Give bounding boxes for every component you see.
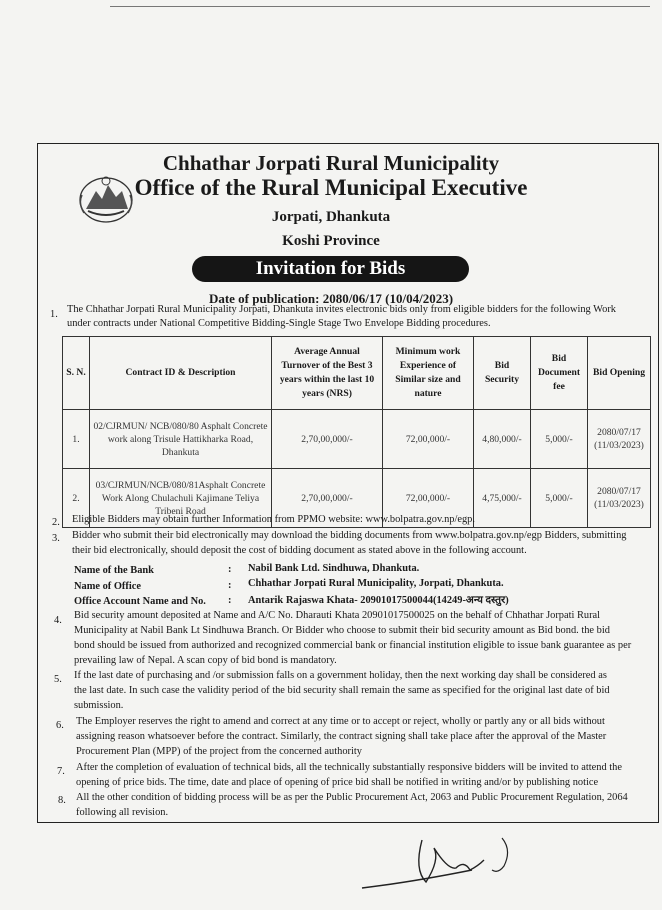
scan-top-line — [110, 6, 650, 7]
table-header-row — [63, 337, 651, 410]
cell-turnover: 2,70,00,000/- — [272, 469, 383, 528]
clause-8-line-1: All the other condition of bidding process will be as per the Public Procurement Act, 2063 and Public Procurement Regulation, 2064 — [76, 792, 628, 803]
cell-docfee: 5,000/- — [531, 469, 588, 528]
clause-5-line-2: the last date. In such case the validity period of the bid security shall remain the same as specified for the original last date of bid — [74, 685, 610, 696]
col-experience: Minimum work Experience of Similar size and nature — [383, 337, 474, 410]
province-name: Koshi Province — [282, 233, 380, 249]
clause-5-line-1: If the last date of purchasing and /or submission falls on a government holiday, then the next working day shall be considered as — [74, 670, 607, 681]
clause-5-line-3: submission. — [74, 700, 124, 711]
clause-7-line-1: After the completion of evaluation of technical bids, all the technically substantially responsive bidders will be invited to attend the — [76, 762, 622, 773]
clause-3-line-2: their bid electronically, should deposit the cost of bidding document as stated above in the following account. — [72, 545, 527, 556]
bank-name-sep: : — [228, 564, 232, 575]
cell-contract: 02/CJRMUN/ NCB/080/80 Asphalt Concrete work along Trisule Hattikharka Road, Dhankuta — [90, 410, 272, 469]
office-name: Office of the Rural Municipal Executive — [134, 175, 528, 200]
office-address: Jorpati, Dhankuta — [271, 209, 391, 225]
cell-security: 4,75,000/- — [474, 469, 531, 528]
table-row — [63, 410, 651, 469]
clause-number: 1. — [50, 309, 58, 320]
cell-sn: 1. — [63, 410, 90, 469]
clause-4-line-3: bond should be issued from authorized and recognized commercial bank or financial institution eligible to issue bank guarantee as per — [74, 640, 632, 651]
clause-2-text: Eligible Bidders may obtain further Information from PPMO website: www.bolpatra.gov.np/egp. — [72, 514, 475, 525]
municipality-name: Chhathar Jorpati Rural Municipality — [162, 151, 500, 175]
intro-line-2: under contracts under National Competitive Bidding-Single Stage Two Envelope Bidding procedures. — [67, 318, 491, 329]
clause-4-line-1: Bid security amount deposited at Name and A/C No. Dharauti Khata 20901017500025 on the behalf of Chhathar Jorpati Rural — [74, 610, 601, 621]
clause-number: 2. — [52, 517, 60, 528]
clause-number: 8. — [58, 795, 66, 806]
invitation-banner: Invitation for Bids — [192, 256, 469, 282]
clause-4-line-2: Municipality at Nabil Bank Lt Sindhuwa Branch. Or Bidder who choose to submit their bid security amount as Bid bond. the bid — [74, 625, 610, 636]
clause-number: 5. — [54, 674, 62, 685]
office-name-label: Name of Office — [74, 581, 141, 592]
clause-6-line-1: The Employer reserves the right to amend and correct at any time or to accept or reject, wholly or partly any or all bids without — [76, 716, 605, 727]
cell-contract: 03/CJRMUN/NCB/080/81Asphalt Concrete Work Along Chulachuli Kajimane Teliya Tribeni Road — [90, 469, 272, 528]
office-name-sep: : — [228, 580, 232, 591]
bank-name-label: Name of the Bank — [74, 565, 154, 576]
cell-turnover: 2,70,00,000/- — [272, 410, 383, 469]
clause-number: 4. — [54, 615, 62, 626]
cell-security: 4,80,000/- — [474, 410, 531, 469]
publication-date: Date of publication: 2080/06/17 (10/04/2023) — [208, 291, 454, 306]
clause-7-line-2: opening of price bids. The time, date and place of opening of price bid shall be notified in writing and/or by publishing notice — [76, 777, 599, 788]
col-opening: Bid Opening — [588, 337, 651, 410]
bid-table — [62, 336, 651, 528]
clause-number: 3. — [52, 533, 60, 544]
cell-opening: 2080/07/17 (11/03/2023) — [588, 469, 651, 528]
clause-3-line-1: Bidder who submit their bid electronically may download the bidding documents from www.bolpatra.gov.np/egp Bidders, submitting — [72, 530, 627, 541]
col-contract: Contract ID & Description — [90, 337, 272, 410]
cell-opening: 2080/07/17 (11/03/2023) — [588, 410, 651, 469]
cell-sn: 2. — [63, 469, 90, 528]
clause-number: 6. — [56, 720, 64, 731]
account-sep: : — [228, 595, 232, 606]
clause-number: 7. — [57, 766, 65, 777]
clause-6-line-3: Procurement Plan (MPP) of the project from the concerned authority — [76, 746, 362, 757]
clause-8-line-2: following all revision. — [76, 807, 169, 818]
signature-icon — [352, 830, 532, 900]
cell-docfee: 5,000/- — [531, 410, 588, 469]
intro-line-1: The Chhathar Jorpati Rural Municipality Jorpati, Dhankuta invites electronic bids only from eligible bidders for the following Work — [67, 304, 616, 315]
cell-experience: 72,00,000/- — [383, 410, 474, 469]
col-turnover: Average Annual Turnover of the Best 3 years within the last 10 years (NRS) — [272, 337, 383, 410]
clause-4-line-4: prevailing law of Nepal. A scan copy of bid bond is mandatory. — [74, 655, 337, 666]
account-value: Antarik Rajaswa Khata- 20901017500044(14249-अन्य दस्तुर) — [248, 595, 509, 606]
clause-6-line-2: assigning reason whatsoever before the contract. Similarly, the contract signing shall take place after the approval of the Master — [76, 731, 607, 742]
col-security: Bid Security — [474, 337, 531, 410]
cell-experience: 72,00,000/- — [383, 469, 474, 528]
bank-name-value: Nabil Bank Ltd. Sindhuwa, Dhankuta. — [248, 563, 420, 574]
office-name-value: Chhathar Jorpati Rural Municipality, Jorpati, Dhankuta. — [248, 578, 504, 589]
col-docfee: Bid Document fee — [531, 337, 588, 410]
col-sn: S. N. — [63, 337, 90, 410]
account-label: Office Account Name and No. — [74, 596, 206, 607]
